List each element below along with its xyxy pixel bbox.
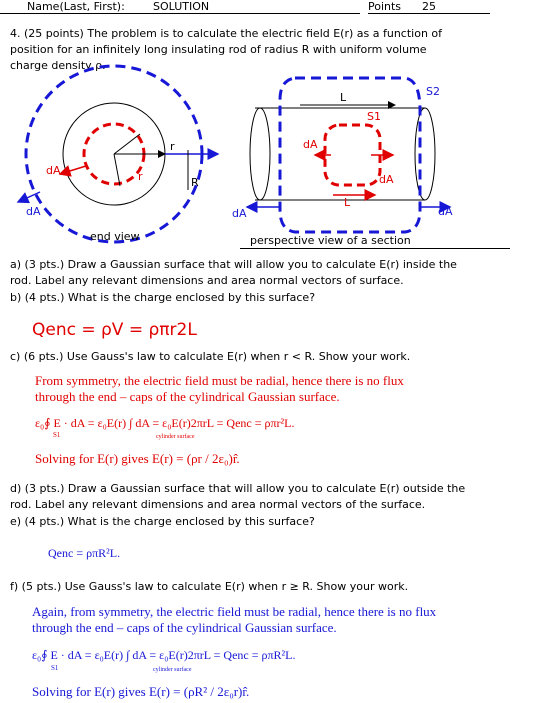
points-value: 25 — [422, 0, 436, 13]
answer-f-line2: through the end – caps of the cylindrical Gaussian surface. — [32, 620, 337, 635]
persp-dA-blue-left: dA — [232, 207, 247, 220]
intro-line-2: position for an infinitely long insulating rod of radius R with uniform volume — [10, 43, 427, 56]
name-label: Name(Last, First): — [27, 0, 125, 13]
answer-c-sub-s1: S1 — [53, 431, 61, 439]
persp-S2: S2 — [426, 85, 440, 98]
persp-L-bottom: L — [344, 196, 351, 209]
end-dA-red: dA — [46, 164, 61, 177]
part-d-line2: rod. Label any relevant dimensions and area normal vectors of the surface. — [10, 498, 426, 511]
answer-f-sub-s1: S1 — [51, 664, 59, 672]
part-a-line1: a) (3 pts.) Draw a Gaussian surface that will allow you to calculate E(r) inside the — [10, 258, 457, 271]
end-view-label: end view — [90, 230, 140, 243]
end-R-label: R — [191, 176, 199, 189]
end-r-inner: r — [138, 170, 143, 183]
end-view-figure — [0, 62, 230, 252]
intro-line-1: 4. (25 points) The problem is to calculate the electric field E(r) as a function of — [10, 27, 443, 40]
answer-c-sub-cyl: cylinder surface — [156, 434, 195, 440]
persp-L-top: L — [340, 91, 347, 104]
answer-c-line3: ε₀∮ E · dA = ε₀E(r) ∫ dA = ε₀E(r)2πrL = Qenc = ρπr²L. — [35, 416, 295, 430]
persp-dA-left: dA — [303, 138, 318, 151]
answer-f-line3: ε₀∮ E · dA = ε₀E(r) ∫ dA = ε₀E(r)2πrL = Qenc = ρπR²L. — [32, 648, 296, 662]
persp-S1: S1 — [367, 110, 381, 123]
answer-c-line1: From symmetry, the electric field must be radial, hence there is no flux — [35, 373, 404, 388]
intro-line-3: charge density ρ. — [10, 59, 106, 72]
answer-e: Qenc = ρπR²L. — [48, 546, 121, 560]
end-r-label: r — [170, 140, 175, 153]
answer-c-line2: through the end – caps of the cylindrical Gaussian surface. — [35, 389, 340, 404]
part-e: e) (4 pts.) What is the charge enclosed by this surface? — [10, 515, 315, 528]
perspective-label: perspective view of a section — [250, 234, 411, 247]
perspective-figure — [245, 70, 530, 245]
points-label: Points — [368, 0, 402, 13]
part-a-line2: rod. Label any relevant dimensions and area normal vectors of surface. — [10, 274, 404, 287]
answer-c-line4: Solving for E(r) gives E(r) = (ρr / 2ε₀)r̂. — [35, 451, 240, 466]
answer-b: Qenc = ρV = ρπr2L — [32, 320, 197, 340]
answer-f-line1: Again, from symmetry, the electric field must be radial, hence there is no flux — [32, 604, 437, 619]
persp-dA-right: dA — [379, 173, 394, 186]
part-f: f) (5 pts.) Use Gauss's law to calculate E(r) when r ≥ R. Show your work. — [10, 580, 409, 593]
part-d-line1: d) (3 pts.) Draw a Gaussian surface that will allow you to calculate E(r) outside the — [10, 482, 466, 495]
part-b: b) (4 pts.) What is the charge enclosed by this surface? — [10, 291, 316, 304]
part-c: c) (6 pts.) Use Gauss's law to calculate E(r) when r < R. Show your work. — [10, 350, 411, 363]
name-value: SOLUTION — [153, 0, 210, 13]
persp-dA-blue-right: dA — [438, 205, 453, 218]
section-divider — [240, 248, 510, 249]
answer-f-sub-cyl: cylinder surface — [153, 667, 192, 673]
end-dA-blue: dA — [26, 205, 41, 218]
answer-f-line4: Solving for E(r) gives E(r) = (ρR² / 2ε₀r)r̂. — [32, 684, 250, 699]
